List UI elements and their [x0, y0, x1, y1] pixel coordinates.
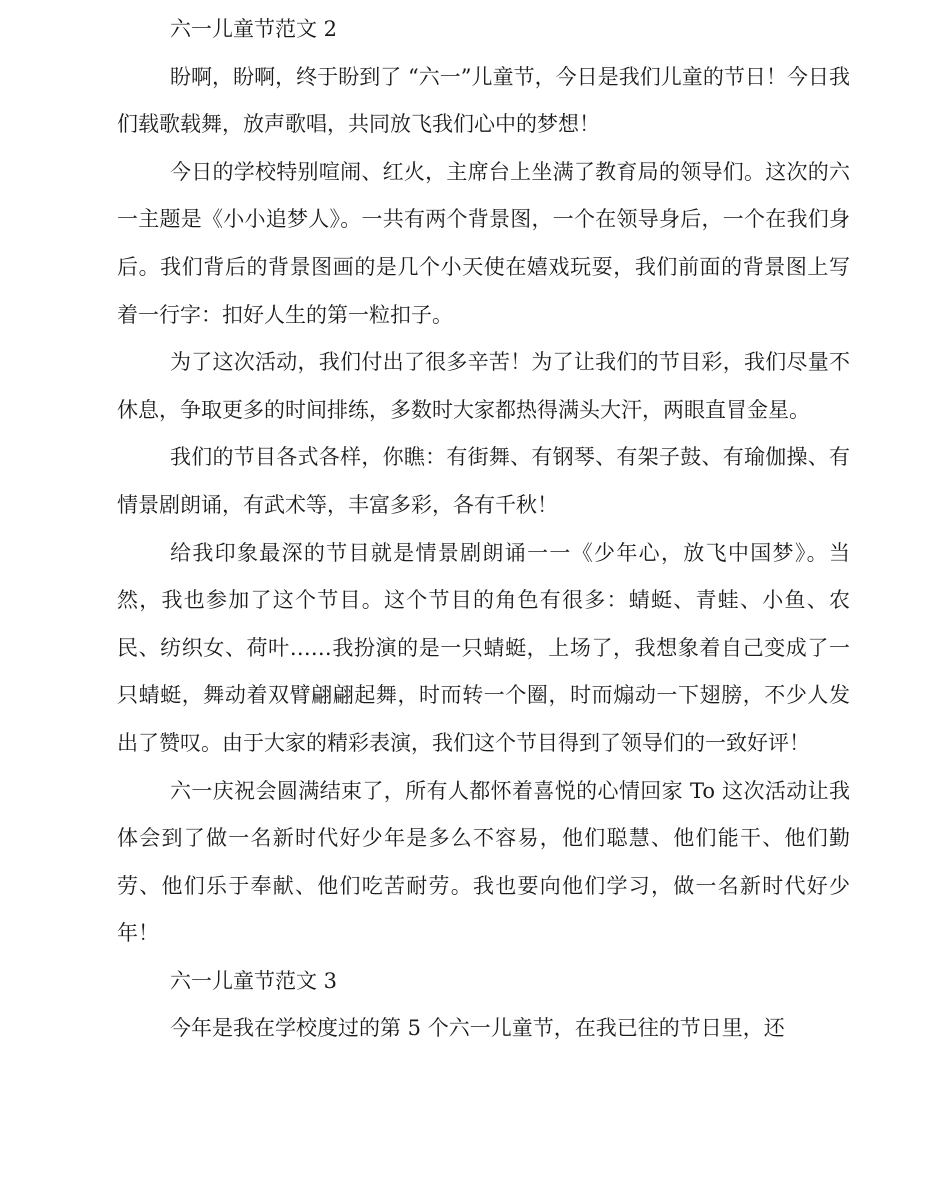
paragraph: 今日的学校特别喧闹、红火，主席台上坐满了教育局的领导们。这次的六一主题是《小小追梦人》。一共有两个背景图，一个在领导身后，一个在我们身后。我们背后的背景图画的是几个小天使在嬉戏玩耍，我们前面的背景图上写着一行字：扣好人生的第一粒扣子。: [117, 159, 850, 327]
document-page: [117, 6, 850, 1053]
paragraph: 六一庆祝会圆满结束了，所有人都怀着喜悦的心情回家 To 这次活动让我体会到了做一名新时代好少年是多么不容易，他们聪慧、他们能干、他们勤劳、他们乐于奉献、他们吃苦耐劳。我也要向他们学习，做一名新时代好少年！: [117, 778, 850, 946]
paragraph: 今年是我在学校度过的第 5 个六一儿童节，在我已往的节日里，还: [170, 1016, 785, 1041]
section-heading: 六一儿童节范文 3: [170, 968, 338, 993]
section-heading: 六一儿童节范文 2: [170, 17, 338, 41]
paragraph: 为了这次活动，我们付出了很多辛苦！为了让我们的节目彩，我们尽量不休息，争取更多的时间排练，多数时大家都热得满头大汗，两眼直冒金星。: [117, 350, 850, 422]
paragraph: 给我印象最深的节目就是情景剧朗诵一一《少年心，放飞中国梦》。当然，我也参加了这个节目。这个节目的角色有很多：蜻蜓、青蛙、小鱼、农民、纺织女、荷叶……我扮演的是一只蜻蜓，上场了，我想象着自己变成了一只蜻蜓，舞动着双臂翩翩起舞，时而转一个圈，时而煽动一下翅膀，不少人发出了赞叹。由于大家的精彩表演，我们这个节目得到了领导们的一致好评！: [117, 540, 850, 755]
paragraph: 盼啊，盼啊，终于盼到了 “六一”儿童节，今日是我们儿童的节日！今日我们载歌载舞，放声歌唱，共同放飞我们心中的梦想！: [117, 64, 850, 137]
paragraph: 我们的节目各式各样，你瞧：有街舞、有钢琴、有架子鼓、有瑜伽操、有情景剧朗诵，有武术等，丰富多彩，各有千秋！: [117, 445, 850, 517]
